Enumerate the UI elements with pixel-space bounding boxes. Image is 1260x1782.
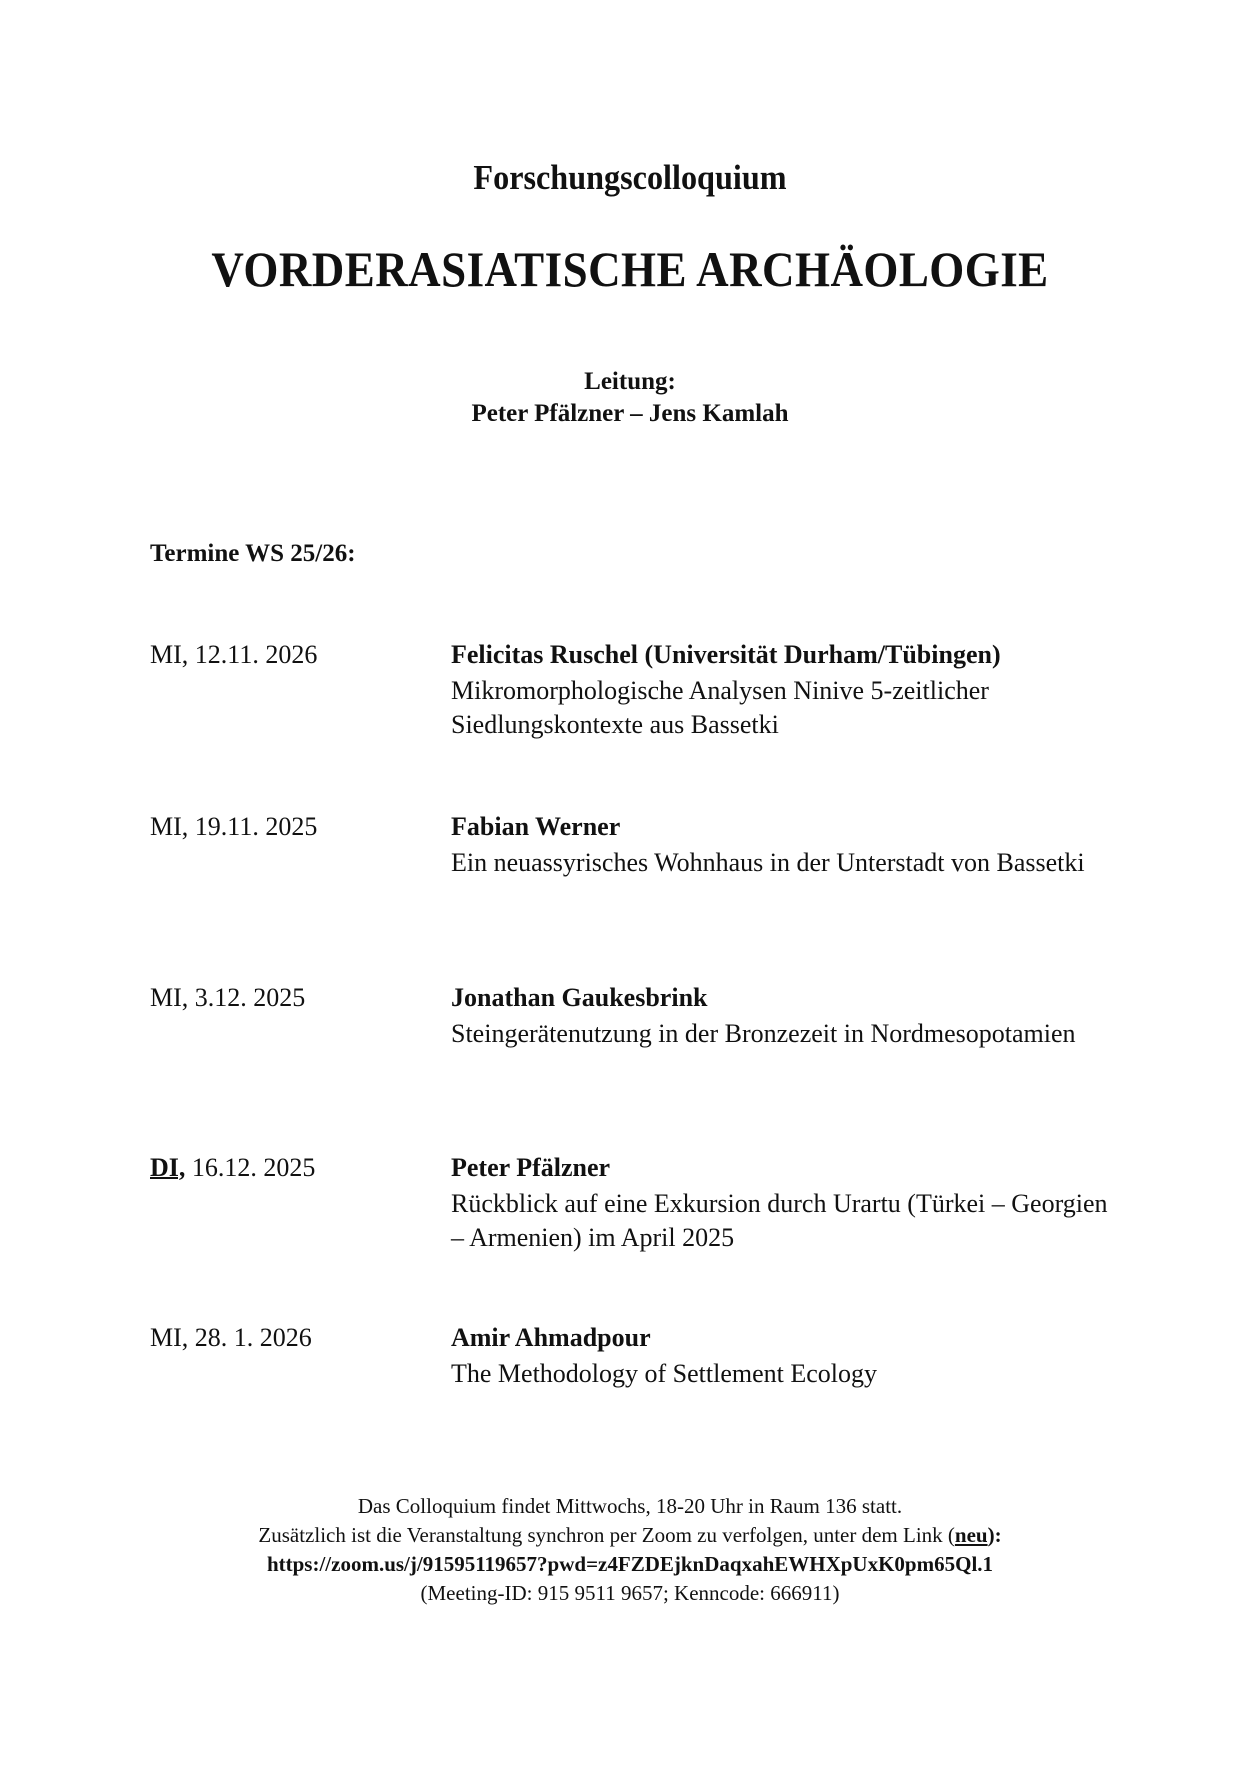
- footer-zoom-note-end: ):: [987, 1523, 1002, 1547]
- entry-day: MI,: [150, 983, 189, 1012]
- entry-date: [150, 1323, 312, 1353]
- entry-day: MI,: [150, 640, 189, 669]
- page-title: VORDERASIATISCHE ARCHÄOLOGIE: [211, 241, 1049, 297]
- leitung-label: Leitung:: [584, 368, 676, 395]
- entry-date: [150, 1153, 315, 1183]
- entry-date: [150, 983, 305, 1013]
- entry-speaker: Felicitas Ruschel (Universität Durham/Tübingen): [451, 640, 1001, 669]
- entry-date-value: 16.12. 2025: [191, 1153, 316, 1182]
- entry-speaker: Jonathan Gaukesbrink: [451, 983, 708, 1012]
- entry-topic: Steingerätenutzung in der Bronzezeit in Nordmesopotamien: [451, 1019, 1076, 1048]
- leitung-names: Peter Pfälzner – Jens Kamlah: [471, 400, 789, 427]
- entry-topic: Ein neuassyrisches Wohnhaus in der Unterstadt von Bassetki: [451, 848, 1085, 877]
- entry-date-value: 12.11. 2026: [194, 640, 318, 669]
- entry-speaker: Fabian Werner: [451, 812, 621, 841]
- entry-day-highlighted: DI,: [150, 1153, 186, 1182]
- entry-date: [150, 640, 317, 670]
- entry-date-value: 3.12. 2025: [194, 983, 306, 1012]
- entry-date-value: 28. 1. 2026: [194, 1323, 312, 1352]
- entry-day: MI,: [150, 812, 189, 841]
- entry-date-value: 19.11. 2025: [194, 812, 318, 841]
- schedule-heading: Termine WS 25/26:: [150, 540, 356, 567]
- colloquium-subtitle: Forschungscolloquium: [473, 158, 787, 197]
- entry-topic: The Methodology of Settlement Ecology: [451, 1359, 878, 1388]
- entry-date: [150, 812, 317, 842]
- entry-speaker: Amir Ahmadpour: [451, 1323, 651, 1352]
- footer-zoom-note: [0, 1521, 1260, 1550]
- zoom-link[interactable]: https://zoom.us/j/91595119657?pwd=z4FZDEjknDaqxahEWHXpUxK0pm65Ql.1: [266, 1552, 994, 1576]
- new-badge: neu: [954, 1523, 988, 1547]
- meeting-info: (Meeting-ID: 915 9511 9657; Kenncode: 666911): [420, 1581, 840, 1605]
- footer-location: Das Colloquium findet Mittwochs, 18-20 Uhr in Raum 136 statt.: [357, 1494, 903, 1518]
- entry-topic: Mikromorphologische Analysen Ninive 5-zeitlicher Siedlungskontexte aus Bassetki: [451, 676, 989, 739]
- entry-topic: Rückblick auf eine Exkursion durch Urartu (Türkei – Georgien – Armenien) im April 2025: [451, 1189, 1108, 1252]
- entry-day: MI,: [150, 1323, 189, 1352]
- footer-zoom-note-text: Zusätzlich ist die Veranstaltung synchron per Zoom zu verfolgen, unter dem Link (: [258, 1523, 955, 1547]
- entry-speaker: Peter Pfälzner: [451, 1153, 611, 1182]
